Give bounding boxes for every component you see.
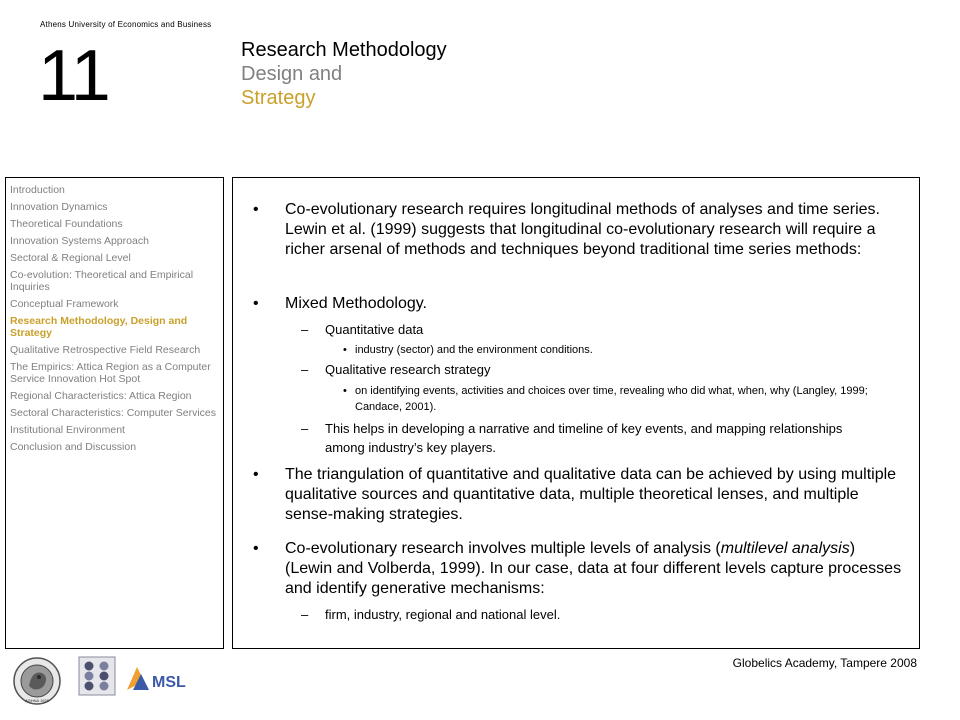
agenda-item-theoretical-foundations[interactable]: Theoretical Foundations	[10, 218, 123, 230]
dash-marker: –	[301, 322, 309, 337]
dash-marker: –	[301, 607, 309, 622]
bullet-text: Mixed Methodology.	[285, 295, 427, 312]
footer-text: Globelics Academy, Tampere 2008	[732, 656, 917, 670]
agenda-item-sectoral-characteristics[interactable]: Sectoral Characteristics: Computer Services	[10, 407, 216, 419]
sub-bullet-text: Qualitative research strategy	[325, 362, 491, 377]
seal-ring-text: ΑΘΗΝΑ 1920	[25, 698, 49, 703]
agenda-item-qualitative-field-research[interactable]: Qualitative Retrospective Field Research	[10, 344, 201, 356]
agenda-item-conceptual-framework[interactable]: Conceptual Framework	[10, 298, 119, 310]
slide-number: 11	[38, 36, 109, 116]
aueb-seal-logo	[12, 656, 62, 711]
bullet-marker: •	[253, 540, 259, 557]
bullet-text: The triangulation of quantitative and qualitative data can be achieved by using multiple qualitative sources and quantitative data, multiple theoretical lenses, and multiple sense-making strategies.	[285, 466, 897, 523]
agenda-item-research-methodology[interactable]: Research Methodology, Design and Strategy	[10, 315, 188, 339]
sub-bullet-text: firm, industry, regional and national level.	[325, 607, 561, 622]
bullet-text	[285, 539, 905, 599]
university-name: Athens University of Economics and Business	[40, 20, 212, 29]
agenda-item-regional-characteristics[interactable]: Regional Characteristics: Attica Region	[10, 390, 192, 402]
bullet-marker: •	[253, 466, 259, 483]
text-run: Co-evolutionary research involves multiple levels of analysis (	[285, 540, 721, 557]
dotted-square-logo	[78, 656, 116, 701]
bullet-marker: •	[343, 385, 347, 397]
bullet-marker: •	[343, 344, 347, 356]
sub-bullet-text: Quantitative data	[325, 322, 424, 337]
slide-title	[241, 38, 447, 110]
sub-bullet-text: This helps in developing a narrative and timeline of key events, and mapping relationships among industry’s key players.	[325, 421, 843, 455]
text-run: ) (Lewin and Volberda, 1999). In our case, data at four different levels capture processes and identify generative mechanisms:	[285, 540, 902, 597]
dash-marker: –	[301, 362, 309, 377]
sub-sub-bullet-text: on identifying events, activities and choices over time, revealing who did what, when, why (Langley, 1999; Candace, 2001).	[355, 385, 868, 413]
title-line-2: Design and	[241, 63, 343, 85]
sub-sub-bullet-text: industry (sector) and the environment conditions.	[355, 344, 593, 356]
agenda-item-institutional-environment[interactable]: Institutional Environment	[10, 424, 125, 436]
msl-logo	[124, 664, 188, 699]
agenda-item-innovation-systems[interactable]: Innovation Systems Approach	[10, 235, 149, 247]
agenda-item-co-evolution[interactable]: Co-evolution: Theoretical and Empirical Inquiries	[10, 269, 194, 293]
emphasis-multilevel: multilevel analysis	[720, 540, 850, 557]
msl-text: MSL	[152, 674, 186, 691]
msl-logo-icon	[124, 664, 188, 694]
dots-logo-icon	[78, 656, 116, 696]
agenda-item-introduction[interactable]: Introduction	[10, 184, 65, 196]
bullet-text: Co-evolutionary research requires longitudinal methods of analyses and time series. Lewin et al. (1999) suggests that longitudinal co-evolutionary research will require a richer arsenal of methods and techniques beyond traditional time series methods:	[285, 201, 880, 258]
content-panel	[232, 177, 920, 649]
agenda-item-innovation-dynamics[interactable]: Innovation Dynamics	[10, 201, 108, 213]
agenda-item-conclusion[interactable]: Conclusion and Discussion	[10, 441, 137, 453]
agenda-item-sectoral-regional[interactable]: Sectoral & Regional Level	[10, 252, 131, 264]
dash-marker: –	[301, 421, 309, 436]
bullet-marker: •	[253, 201, 259, 218]
title-line-3: Strategy	[241, 87, 316, 109]
agenda-sidebar	[5, 177, 224, 649]
agenda-item-empirics-attica[interactable]: The Empirics: Attica Region as a Computer Service Innovation Hot Spot	[10, 361, 211, 385]
aueb-seal-icon	[12, 656, 62, 706]
title-line-1: Research Methodology	[241, 39, 447, 61]
bullet-marker: •	[253, 295, 259, 312]
